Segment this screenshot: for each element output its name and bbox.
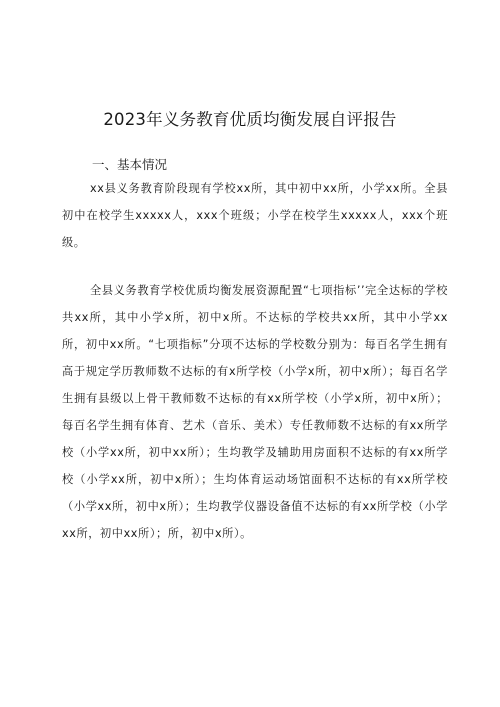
paragraph-indicators: 全县义务教育学校优质均衡发展资源配置“七项指标’’完全达标的学校共xx所，其中小学x所，初中x所。不达标的学校共xx所，其中小学xx所，初中xx所。“七项指标”分项不达标的学校数分别为：每百名学生拥有高于规定学历教师数不达标的有x所学校（小学x所，初中x所）；每百名学生拥有县级以上骨干教师数不达标的有xx所学校（小学x所，初中x所）；每百名学生拥有体育、艺术（音乐、美术）专任教师数不达标的有xx所学校（小学xx所，初中xx所）；生均教学及辅助用房面积不达标的有xx所学校（小学xx所，初中x所）；生均体育运动场馆面积不达标的有xx所学校（小学xx所，初中x所）；生均教学仪器设备值不达标的有xx所学校（小学xx所，初中xx所）；所，初中x所）。: [62, 284, 448, 540]
document-title: 2023年义务教育优质均衡发展自评报告: [103, 110, 397, 129]
paragraph-basic-info: xx县义务教育阶段现有学校xx所，其中初中xx所，小学xx所。全县初中在校学生xxxxx人，xxx个班级；小学在校学生xxxxx人，xxx个班级。: [62, 182, 448, 249]
section-heading: 一、基本情况: [92, 157, 168, 172]
